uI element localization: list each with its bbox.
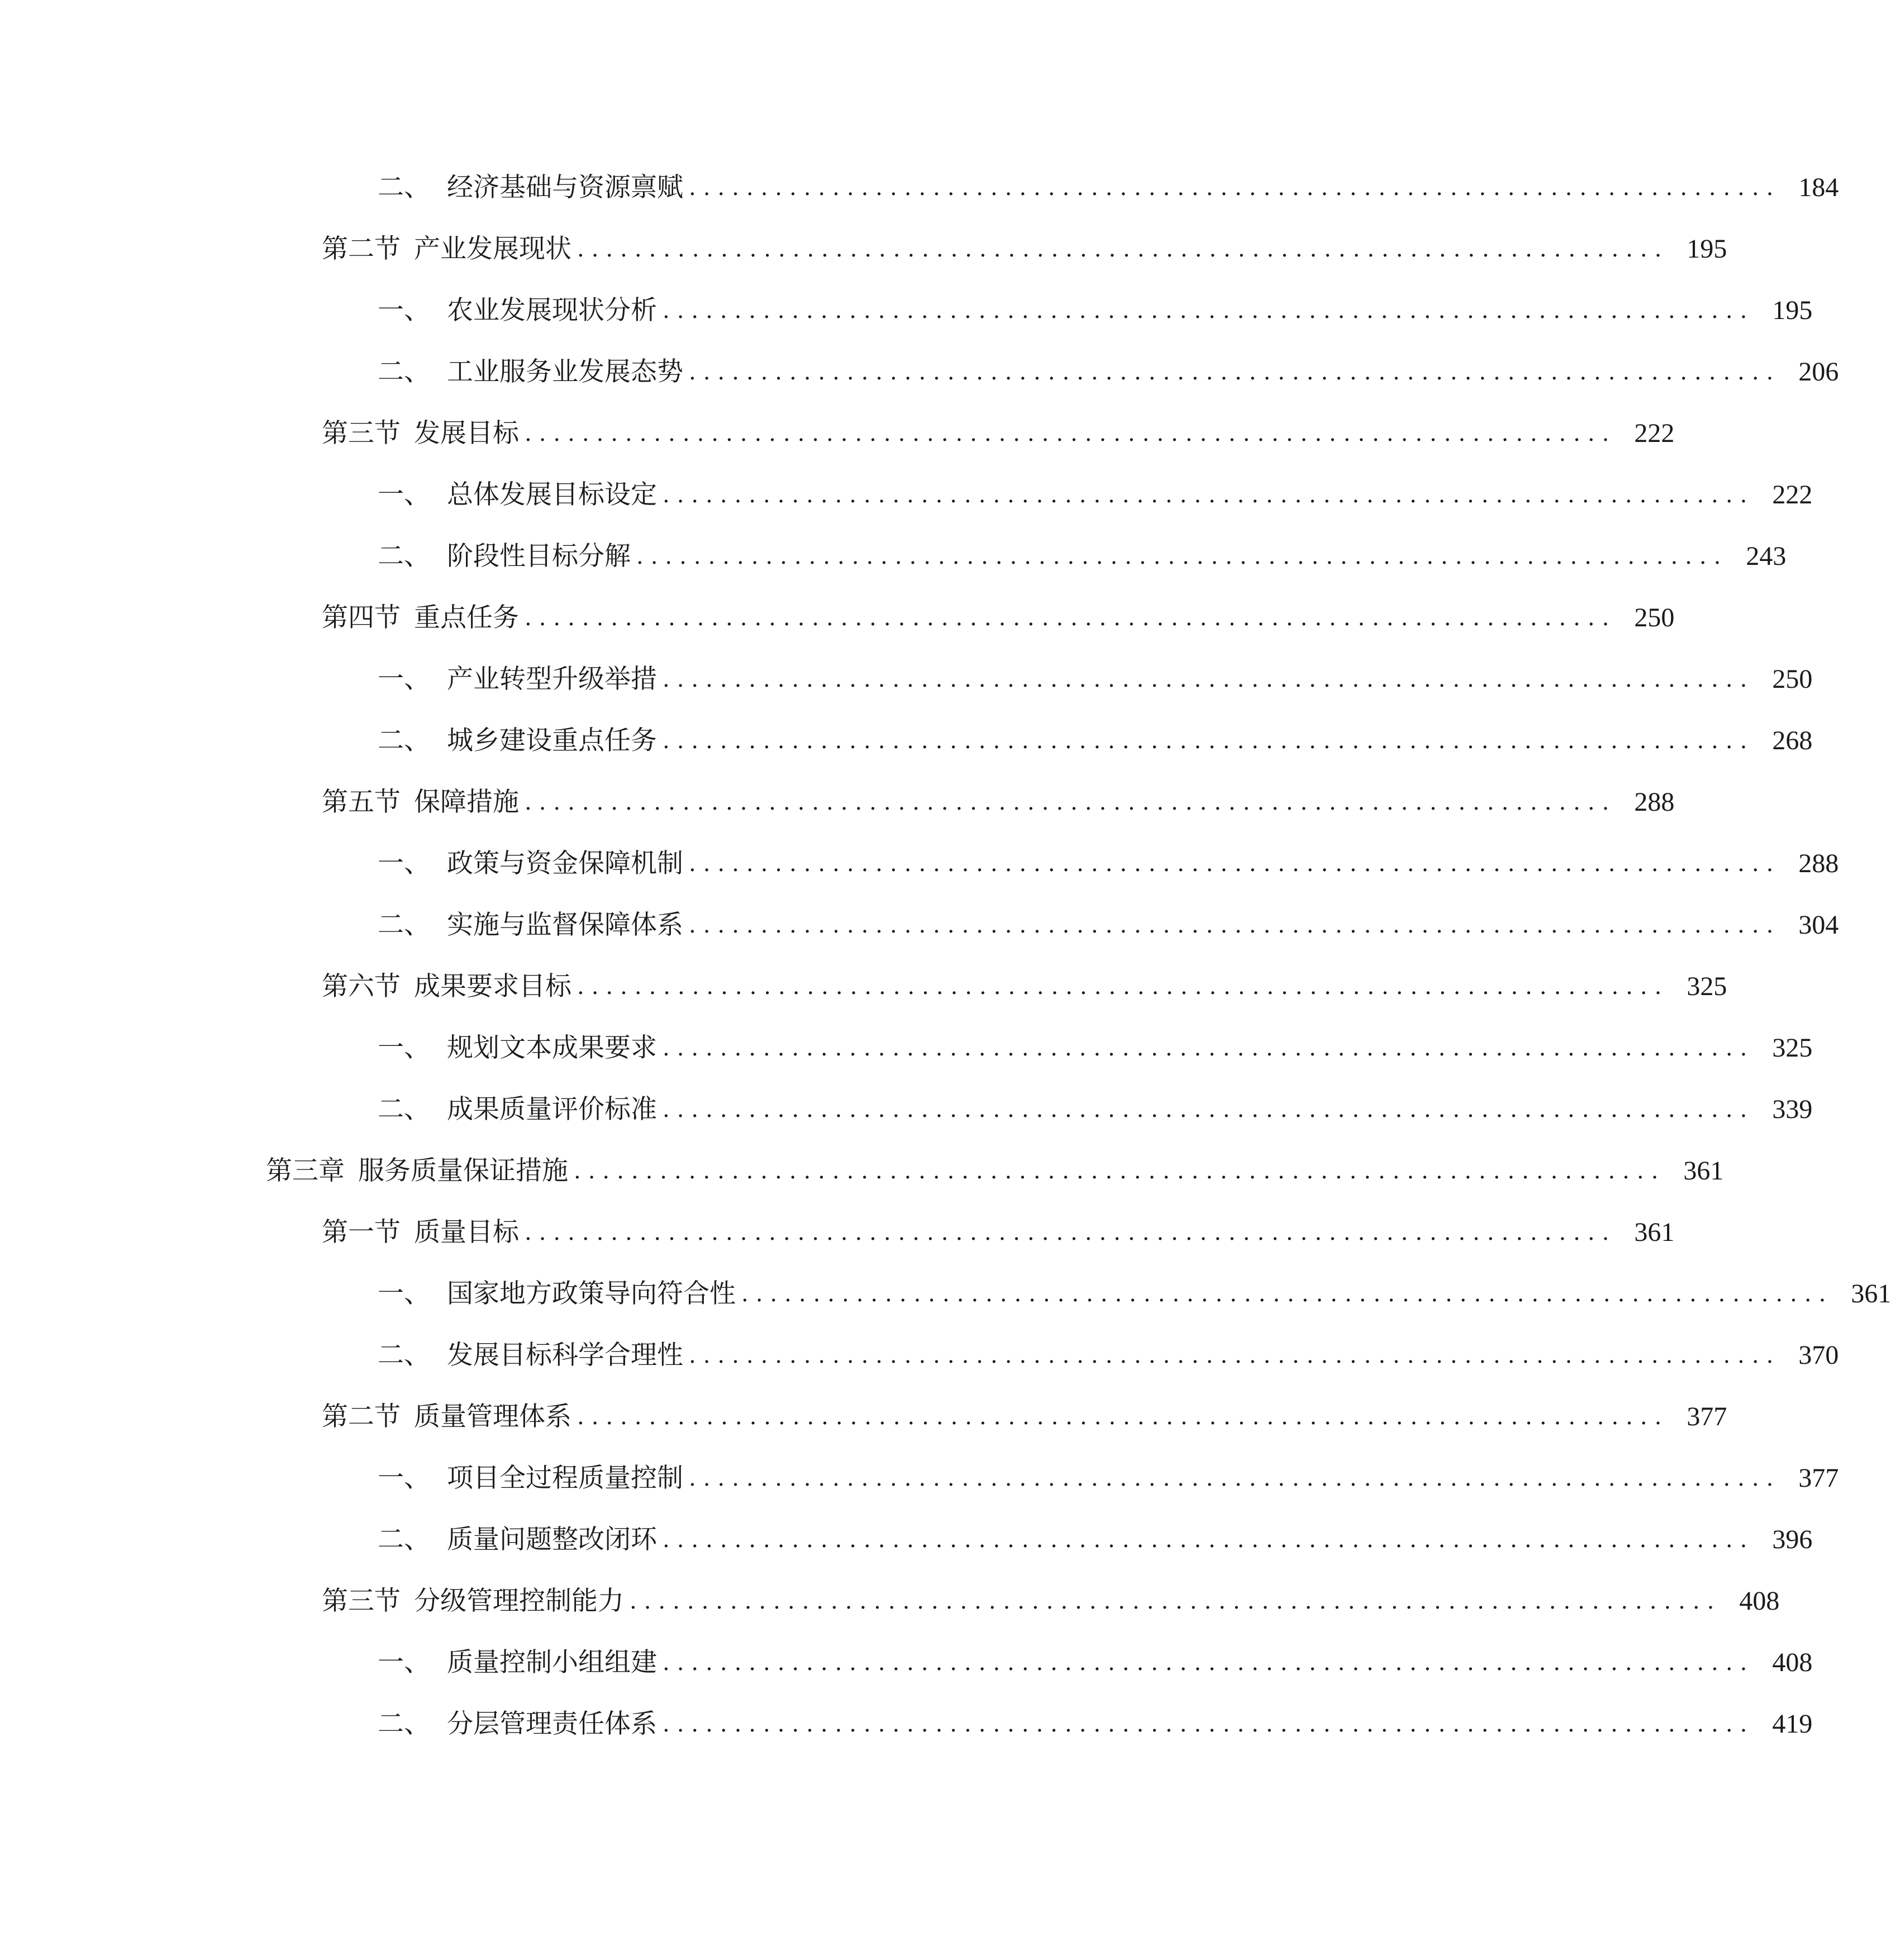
toc-entry-number: 第三章 — [266, 1155, 345, 1186]
toc-dot-leader: ............................................................................ — [630, 1588, 1722, 1614]
toc-entry-title: 城乡建设重点任务 — [447, 725, 657, 756]
toc-entry-title: 总体发展目标设定 — [447, 479, 657, 510]
toc-dot-leader: ............................................................................ — [663, 728, 1755, 754]
toc-entry[interactable] — [378, 904, 1839, 946]
toc-entry[interactable] — [266, 1150, 1724, 1192]
toc-dot-leader: ............................................................................ — [525, 421, 1617, 446]
toc-dot-leader: ............................................................................ — [636, 544, 1728, 569]
toc-entry-number: 一、 — [378, 848, 430, 879]
toc-entry-title: 质量目标 — [414, 1217, 519, 1248]
toc-entry-number: 第五节 — [322, 787, 401, 817]
toc-page-number: 195 — [1687, 234, 1727, 264]
toc-page-number: 339 — [1772, 1095, 1813, 1124]
toc-entry[interactable] — [322, 1396, 1727, 1438]
toc-entry-number: 第三节 — [322, 1586, 401, 1616]
toc-dot-leader: ............................................................................ — [741, 1281, 1833, 1307]
toc-dot-leader: ............................................................................ — [525, 1220, 1617, 1245]
toc-entry-title: 质量控制小组组建 — [447, 1647, 657, 1678]
toc-page-number: 206 — [1798, 357, 1839, 387]
toc-entry-number: 一、 — [378, 1033, 430, 1063]
toc-entry[interactable] — [378, 843, 1839, 885]
toc-entry[interactable] — [322, 412, 1675, 455]
toc-page-number: 195 — [1772, 296, 1813, 325]
toc-dot-leader: ............................................................................ — [577, 974, 1669, 1000]
toc-page-number: 377 — [1687, 1402, 1727, 1431]
toc-page-number: 243 — [1746, 541, 1787, 571]
toc-entry-title: 重点任务 — [414, 602, 519, 633]
toc-page-number: 325 — [1687, 972, 1727, 1001]
toc-page-number: 288 — [1798, 849, 1839, 878]
toc-entry-number: 二、 — [378, 1524, 430, 1555]
toc-entry-number: 第六节 — [322, 971, 401, 1002]
toc-entry-title: 农业发展现状分析 — [447, 295, 657, 326]
toc-entry[interactable] — [322, 228, 1727, 270]
toc-entry[interactable] — [378, 1027, 1813, 1069]
toc-entry-number: 第四节 — [322, 602, 401, 633]
toc-entry[interactable] — [378, 1457, 1839, 1500]
toc-entry-number: 一、 — [378, 295, 430, 326]
toc-entry-title: 经济基础与资源禀赋 — [447, 172, 683, 203]
toc-entry-number: 第二节 — [322, 1401, 401, 1432]
toc-entry-number: 二、 — [378, 1709, 430, 1739]
toc-entry-title: 分层管理责任体系 — [447, 1709, 657, 1739]
toc-entry[interactable] — [322, 1580, 1780, 1623]
toc-dot-leader: ............................................................................ — [663, 298, 1755, 324]
toc-entry[interactable] — [378, 351, 1839, 393]
toc-dot-leader: ............................................................................ — [574, 1158, 1666, 1184]
toc-entry-title: 政策与资金保障机制 — [447, 848, 683, 879]
toc-entry[interactable] — [322, 597, 1675, 639]
toc-entry-number: 二、 — [378, 1094, 430, 1125]
toc-page-number: 222 — [1772, 480, 1813, 510]
toc-entry[interactable] — [322, 1211, 1675, 1254]
toc-entry-number: 一、 — [378, 664, 430, 694]
toc-entry-number: 二、 — [378, 356, 430, 387]
toc-entry-number: 二、 — [378, 1340, 430, 1371]
toc-page-number: 268 — [1772, 726, 1813, 755]
toc-entry-number: 一、 — [378, 1278, 430, 1309]
toc-dot-leader: ............................................................................ — [525, 789, 1617, 815]
toc-entry[interactable] — [378, 1519, 1813, 1561]
toc-entry-title: 项目全过程质量控制 — [447, 1463, 683, 1493]
toc-page-number: 396 — [1772, 1525, 1813, 1554]
toc-page-number: 377 — [1798, 1463, 1839, 1493]
toc-entry-number: 一、 — [378, 1463, 430, 1493]
toc-dot-leader: ............................................................................ — [663, 1097, 1755, 1122]
toc-dot-leader: ............................................................................ — [663, 1035, 1755, 1061]
toc-dot-leader: ............................................................................ — [689, 175, 1781, 201]
toc-entry-number: 二、 — [378, 172, 430, 203]
toc-dot-leader: ............................................................................ — [663, 1527, 1755, 1553]
toc-entry-title: 分级管理控制能力 — [414, 1586, 624, 1616]
toc-entry-number: 一、 — [378, 1647, 430, 1678]
toc-entry[interactable] — [378, 535, 1787, 578]
toc-entry[interactable] — [378, 658, 1813, 701]
toc-entry-title: 国家地方政策导向符合性 — [447, 1278, 736, 1309]
toc-entry-title: 产业发展现状 — [414, 234, 571, 264]
toc-page-number: 184 — [1798, 173, 1839, 202]
toc-entry-number: 第三节 — [322, 418, 401, 449]
toc-page-number: 304 — [1798, 910, 1839, 940]
toc-entry-title: 成果质量评价标准 — [447, 1094, 657, 1125]
toc-entry-title: 产业转型升级举措 — [447, 664, 657, 694]
toc-entry-title: 服务质量保证措施 — [358, 1155, 568, 1186]
toc-dot-leader: ............................................................................ — [689, 1343, 1781, 1368]
toc-entry-title: 工业服务业发展态势 — [447, 356, 683, 387]
toc-page-number: 250 — [1772, 664, 1813, 694]
toc-entry[interactable] — [378, 474, 1813, 516]
toc-dot-leader: ............................................................................ — [577, 1404, 1669, 1430]
toc-page-number: 325 — [1772, 1033, 1813, 1063]
toc-page-number: 408 — [1739, 1586, 1780, 1616]
toc-entry-title: 阶段性目标分解 — [447, 541, 631, 572]
toc-entry[interactable] — [378, 1334, 1839, 1377]
toc-entry[interactable] — [322, 781, 1675, 824]
toc-page-number: 361 — [1634, 1217, 1675, 1247]
toc-entry-number: 第二节 — [322, 234, 401, 264]
toc-dot-leader: ............................................................................ — [689, 1466, 1781, 1491]
toc-entry-title: 实施与监督保障体系 — [447, 910, 683, 940]
toc-dot-leader: ............................................................................ — [577, 236, 1669, 262]
toc-entry-number: 第一节 — [322, 1217, 401, 1248]
toc-entry[interactable] — [378, 289, 1813, 332]
toc-entry[interactable] — [378, 1703, 1813, 1745]
toc-entry[interactable] — [322, 965, 1727, 1008]
toc-entry-title: 质量管理体系 — [414, 1401, 571, 1432]
toc-page-number: 222 — [1634, 418, 1675, 448]
toc-dot-leader: ............................................................................ — [663, 1711, 1755, 1737]
toc-dot-leader: ............................................................................ — [663, 1650, 1755, 1676]
toc-page-number: 288 — [1634, 787, 1675, 817]
toc-entry[interactable] — [378, 1273, 1891, 1315]
toc-page-number: 250 — [1634, 603, 1675, 632]
toc-entry-title: 保障措施 — [414, 787, 519, 817]
toc-entry-number: 二、 — [378, 910, 430, 940]
toc-page-number: 361 — [1683, 1156, 1724, 1186]
toc-entry[interactable] — [378, 720, 1813, 762]
toc-entry[interactable] — [378, 1642, 1813, 1684]
toc-page-number: 408 — [1772, 1648, 1813, 1677]
toc-dot-leader: ............................................................................ — [689, 912, 1781, 938]
toc-page-number: 419 — [1772, 1709, 1813, 1739]
toc-entry-title: 发展目标 — [414, 418, 519, 449]
toc-dot-leader: ............................................................................ — [689, 359, 1781, 385]
toc-entry-number: 一、 — [378, 479, 430, 510]
toc-entry-title: 规划文本成果要求 — [447, 1033, 657, 1063]
toc-entry-title: 发展目标科学合理性 — [447, 1340, 683, 1371]
toc-entry[interactable] — [378, 1088, 1813, 1131]
toc-page-number: 370 — [1798, 1340, 1839, 1370]
toc-page-number: 361 — [1851, 1279, 1891, 1309]
toc-dot-leader: ............................................................................ — [525, 605, 1617, 631]
toc-entry[interactable] — [378, 166, 1839, 209]
toc-entry-title: 质量问题整改闭环 — [447, 1524, 657, 1555]
toc-entry-number: 二、 — [378, 541, 430, 572]
toc-dot-leader: ............................................................................ — [663, 667, 1755, 692]
toc-dot-leader: ............................................................................ — [663, 482, 1755, 508]
toc-entry-title: 成果要求目标 — [414, 971, 571, 1002]
toc-entry-number: 二、 — [378, 725, 430, 756]
toc-dot-leader: ............................................................................ — [689, 851, 1781, 877]
